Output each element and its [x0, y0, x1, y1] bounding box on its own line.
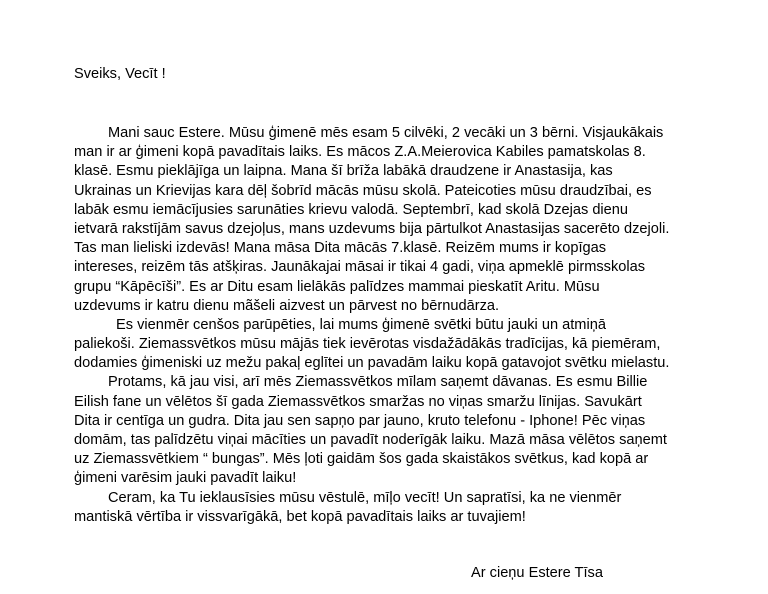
letter-line: paliekoši. Ziemassvētkos mūsu mājās tiek ievērotas visdažādākās tradīcijas, kā piemēram, — [74, 336, 661, 353]
letter-line: ietvarā rakstījām savus dzejoļus, mans uzdevums bija pārtulkot Anastasijas sacerēto dzejoli. — [74, 220, 670, 237]
letter-line: Dita ir centīga un gudra. Dita jau sen sapņo par jauno, kruto telefonu - Iphone! Pēc viņas — [74, 412, 646, 429]
letter-line: domām, tas palīdzētu viņai mācīties un pavadīt noderīgāk laiku. Mazā māsa vēlētos saņemt — [74, 432, 667, 448]
letter-line: intereses, reizēm tās atšķiras. Jaunākajai māsai ir tikai 4 gadi, viņa apmeklē pirmsskolas — [74, 259, 646, 276]
letter-line: Es vienmēr cenšos parūpēties, lai mums ģimenē svētki būtu jauki un atmiņā — [116, 316, 606, 333]
letter-line: Ceram, ka Tu ieklausīsies mūsu vēstulē, mīļo vecīt! Un sapratīsi, ka ne vienmēr — [108, 489, 622, 506]
letter-line: uz Ziemassvētkiem “ bungas”. Mēs ļoti gaidām šos gada skaistākos svētkus, kad kopā ar — [74, 451, 649, 468]
letter-line: Eilish fane un vēlētos šī gada Ziemassvētkos smaržas no viņas smaržu līnijas. Savukārt — [74, 393, 642, 410]
letter-line: dodamies ģimeniski uz mežu pakaļ eglītei un pavadām laiku kopā gatavojot svētku mielastu. — [74, 355, 670, 372]
letter-line: labāk esmu iemācījusies sarunāties krievu valodā. Septembrī, kad skolā Dzejas dienu — [74, 201, 629, 218]
letter-greeting: Sveiks, Vecīt ! — [74, 66, 166, 82]
letter-line: uzdevums ir katru dienu mãšeli aizvest un pārvest no bērnudārza. — [74, 297, 500, 314]
letter-signature: Ar cieņu Estere Tīsa — [471, 565, 603, 581]
letter-line: mantiskā vērtība ir vissvarīgākā, bet kopā pavadītais laiks ar tuvajiem! — [74, 508, 526, 525]
letter-line: Ukrainas un Krievijas kara dēļ šobrīd mācās mūsu skolā. Pateicoties mūsu draudzībai, es — [74, 182, 652, 199]
letter-body — [74, 124, 694, 527]
letter-line: grupu “Kāpēcīši”. Es ar Ditu esam lielākās palīdzes mammai pieskatīt Aritu. Mūsu — [74, 278, 600, 295]
letter-line: man ir ar ģimeni kopā pavadītais laiks. Es mācos Z.A.Meierovica Kabiles pamatskolas 8. — [74, 144, 646, 161]
letter-line: ģimeni varēsim jauki pavadīt laiku! — [74, 470, 297, 487]
letter-line: Mani sauc Estere. Mūsu ģimenē mēs esam 5 cilvēki, 2 vecāki un 3 bērni. Visjaukākais — [108, 125, 664, 141]
letter-line: klasē. Esmu pieklājīga un laipna. Mana šī brīža labākā draudzene ir Anastasija, kas — [74, 163, 613, 180]
letter-line: Tas man lieliski izdevās! Mana māsa Dita mācās 7.klasē. Reizēm mums ir kopīgas — [74, 240, 607, 257]
letter-line: Protams, kā jau visi, arī mēs Ziemassvētkos mīlam saņemt dāvanas. Es esmu Billie — [108, 374, 648, 391]
